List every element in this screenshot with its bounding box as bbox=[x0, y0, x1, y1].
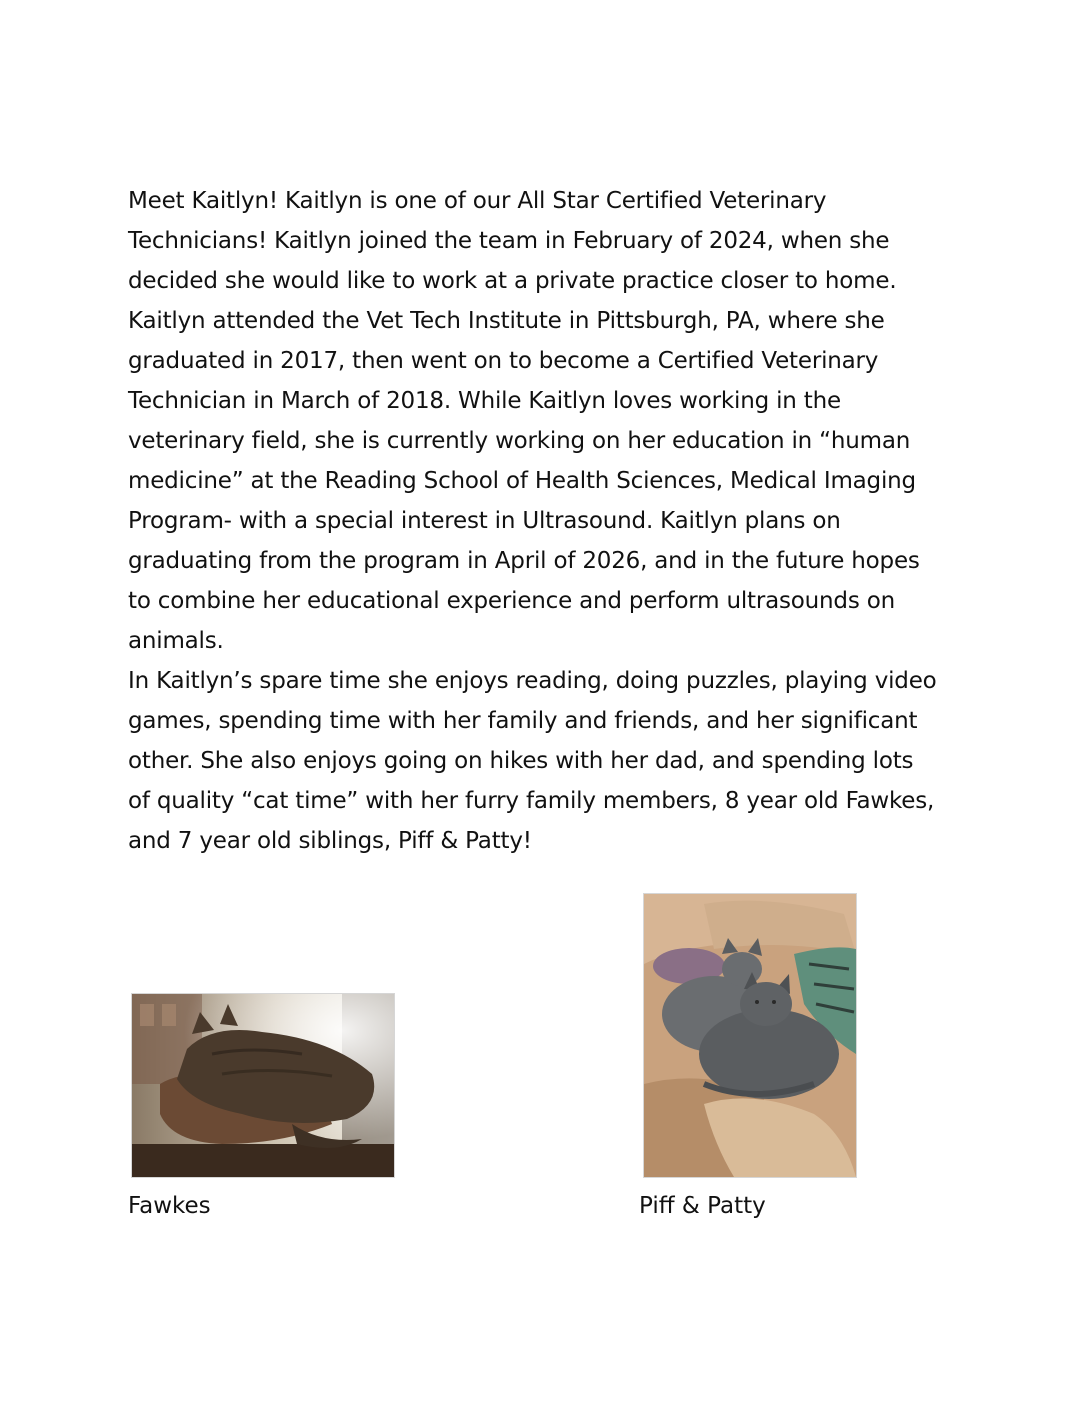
bio-line: Kaitlyn attended the Vet Tech Institute in Pittsburgh, PA, where she bbox=[128, 308, 885, 334]
bio-line: other. She also enjoys going on hikes with her dad, and spending lots bbox=[128, 748, 914, 774]
piff-patty-photo bbox=[643, 893, 857, 1178]
bio-line: animals. bbox=[128, 628, 224, 654]
bio-line: veterinary field, she is currently working on her education in “human bbox=[128, 428, 911, 454]
bio-line: graduated in 2017, then went on to become a Certified Veterinary bbox=[128, 348, 879, 374]
bio-line: decided she would like to work at a private practice closer to home. bbox=[128, 268, 897, 294]
bio-line: and 7 year old siblings, Piff & Patty! bbox=[128, 828, 532, 854]
bio-line: games, spending time with her family and friends, and her significant bbox=[128, 708, 918, 734]
bio-line: medicine” at the Reading School of Health Sciences, Medical Imaging bbox=[128, 468, 916, 494]
bio-line: In Kaitlyn’s spare time she enjoys reading, doing puzzles, playing video bbox=[128, 668, 937, 694]
bio-line: Program- with a special interest in Ultrasound. Kaitlyn plans on bbox=[128, 508, 841, 534]
bio-line: Meet Kaitlyn! Kaitlyn is one of our All Star Certified Veterinary bbox=[128, 188, 827, 214]
piff-patty-caption: Piff & Patty bbox=[639, 1193, 766, 1219]
fawkes-caption: Fawkes bbox=[128, 1193, 211, 1219]
bio-paragraph bbox=[128, 181, 978, 861]
bio-line: graduating from the program in April of 2026, and in the future hopes bbox=[128, 548, 920, 574]
fawkes-photo-image bbox=[132, 994, 394, 1177]
piff-patty-photo-image bbox=[644, 894, 856, 1177]
bio-line: of quality “cat time” with her furry family members, 8 year old Fawkes, bbox=[128, 788, 935, 814]
bio-line: to combine her educational experience and perform ultrasounds on bbox=[128, 588, 895, 614]
fawkes-photo bbox=[131, 993, 395, 1178]
bio-line: Technician in March of 2018. While Kaitlyn loves working in the bbox=[128, 388, 841, 414]
bio-line: Technicians! Kaitlyn joined the team in February of 2024, when she bbox=[128, 228, 890, 254]
